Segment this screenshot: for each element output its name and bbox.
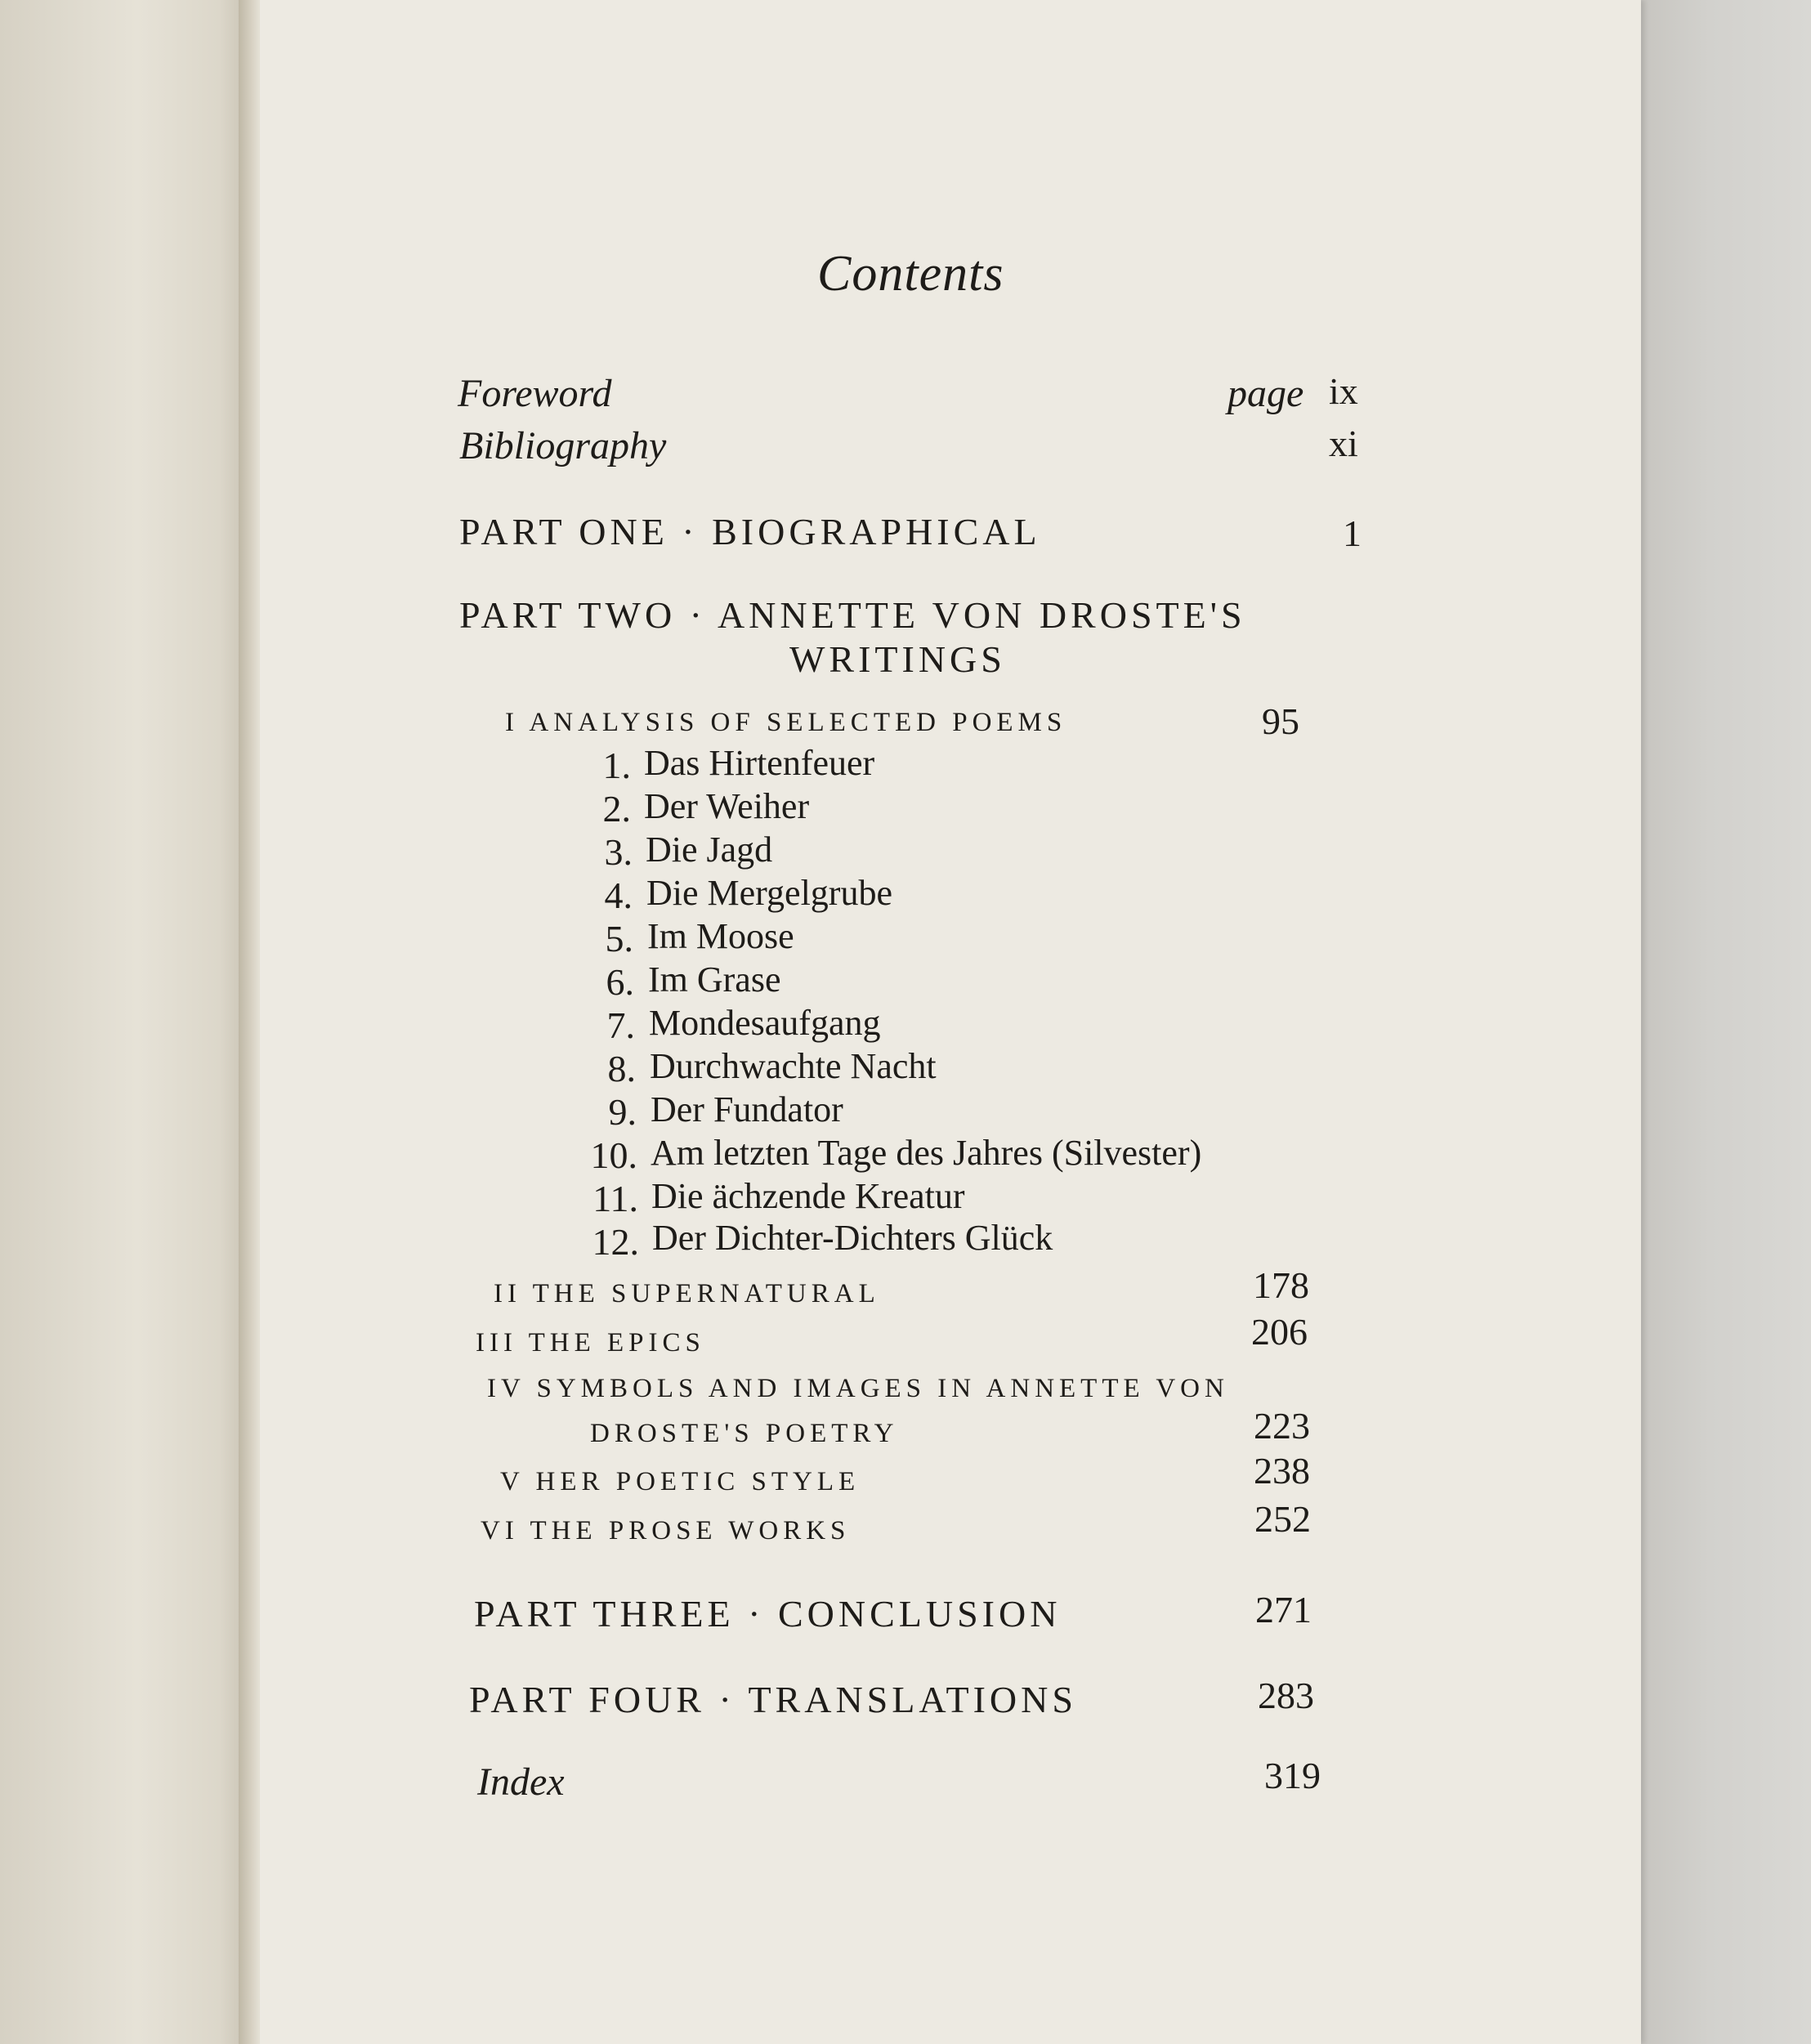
toc-chapter-4-label-line2: DROSTE'S POETRY (590, 1419, 899, 1448)
poem-number: 3. (604, 831, 633, 873)
toc-chapter-2-page: 178 (1253, 1264, 1309, 1306)
toc-chapter-4-label: IV SYMBOLS AND IMAGES IN ANNETTE VON (487, 1374, 1229, 1403)
poem-number: 2. (602, 788, 631, 830)
background-surface (1641, 0, 1811, 2044)
toc-chapter-6-label: VI THE PROSE WORKS (481, 1516, 851, 1545)
toc-bibliography-page: xi (1329, 423, 1358, 464)
poem-number: 12. (592, 1221, 639, 1263)
toc-index-label: Index (477, 1760, 565, 1804)
poem-title: Am letzten Tage des Jahres (Silvester) (651, 1133, 1202, 1173)
toc-chapter-3-label: III THE EPICS (476, 1328, 705, 1357)
poem-number: 1. (602, 745, 631, 786)
poem-title: Die ächzende Kreatur (651, 1176, 965, 1216)
page-title: Contents (817, 246, 1004, 302)
contents-page (260, 0, 1641, 2044)
toc-chapter-5-page: 238 (1254, 1450, 1310, 1492)
toc-part-three-page: 271 (1255, 1589, 1312, 1630)
toc-page-word: page (1227, 372, 1304, 415)
poem-number: 10. (590, 1134, 637, 1176)
toc-chapter-6-page: 252 (1254, 1498, 1311, 1540)
poem-title: Durchwachte Nacht (650, 1046, 937, 1086)
poem-title: Der Dichter-Dichters Glück (652, 1218, 1053, 1258)
poem-title: Im Grase (648, 959, 781, 1000)
toc-index-page: 319 (1264, 1755, 1321, 1796)
toc-chapter-1-page: 95 (1262, 700, 1299, 742)
poem-number: 9. (608, 1091, 637, 1133)
poem-title: Das Hirtenfeuer (644, 743, 875, 783)
toc-part-three-label: PART THREE · CONCLUSION (474, 1593, 1062, 1635)
poem-number: 4. (604, 874, 633, 916)
poem-number: 11. (592, 1178, 638, 1219)
poem-number: 6. (606, 961, 634, 1003)
toc-part-one-page: 1 (1343, 512, 1362, 554)
poem-title: Im Moose (647, 916, 794, 956)
toc-bibliography-label: Bibliography (459, 424, 667, 467)
toc-chapter-2-label: II THE SUPERNATURAL (494, 1279, 880, 1308)
toc-part-four-page: 283 (1258, 1675, 1314, 1716)
toc-part-two-line1: PART TWO · ANNETTE VON DROSTE'S (459, 594, 1246, 636)
toc-chapter-4-page: 223 (1254, 1405, 1310, 1447)
poem-number: 5. (605, 918, 633, 959)
toc-chapter-5-label: V HER POETIC STYLE (500, 1467, 861, 1496)
toc-part-four-label: PART FOUR · TRANSLATIONS (469, 1679, 1077, 1720)
toc-chapter-1-label: I ANALYSIS OF SELECTED POEMS (505, 708, 1067, 737)
toc-foreword-label: Foreword (458, 372, 612, 415)
toc-foreword-page: ix (1329, 370, 1358, 412)
poem-number: 7. (606, 1004, 635, 1046)
book-gutter (239, 0, 262, 2044)
facing-page (0, 0, 249, 2044)
poem-title: Die Mergelgrube (646, 873, 892, 913)
toc-chapter-3-page: 206 (1251, 1311, 1308, 1353)
toc-part-one-label: PART ONE · BIOGRAPHICAL (459, 511, 1041, 552)
poem-title: Die Jagd (646, 830, 773, 870)
poem-title: Mondesaufgang (649, 1003, 881, 1043)
poem-number: 8. (607, 1048, 636, 1089)
toc-part-two-line2: WRITINGS (789, 638, 1006, 680)
poem-title: Der Weiher (644, 786, 810, 826)
poem-title: Der Fundator (651, 1089, 843, 1129)
